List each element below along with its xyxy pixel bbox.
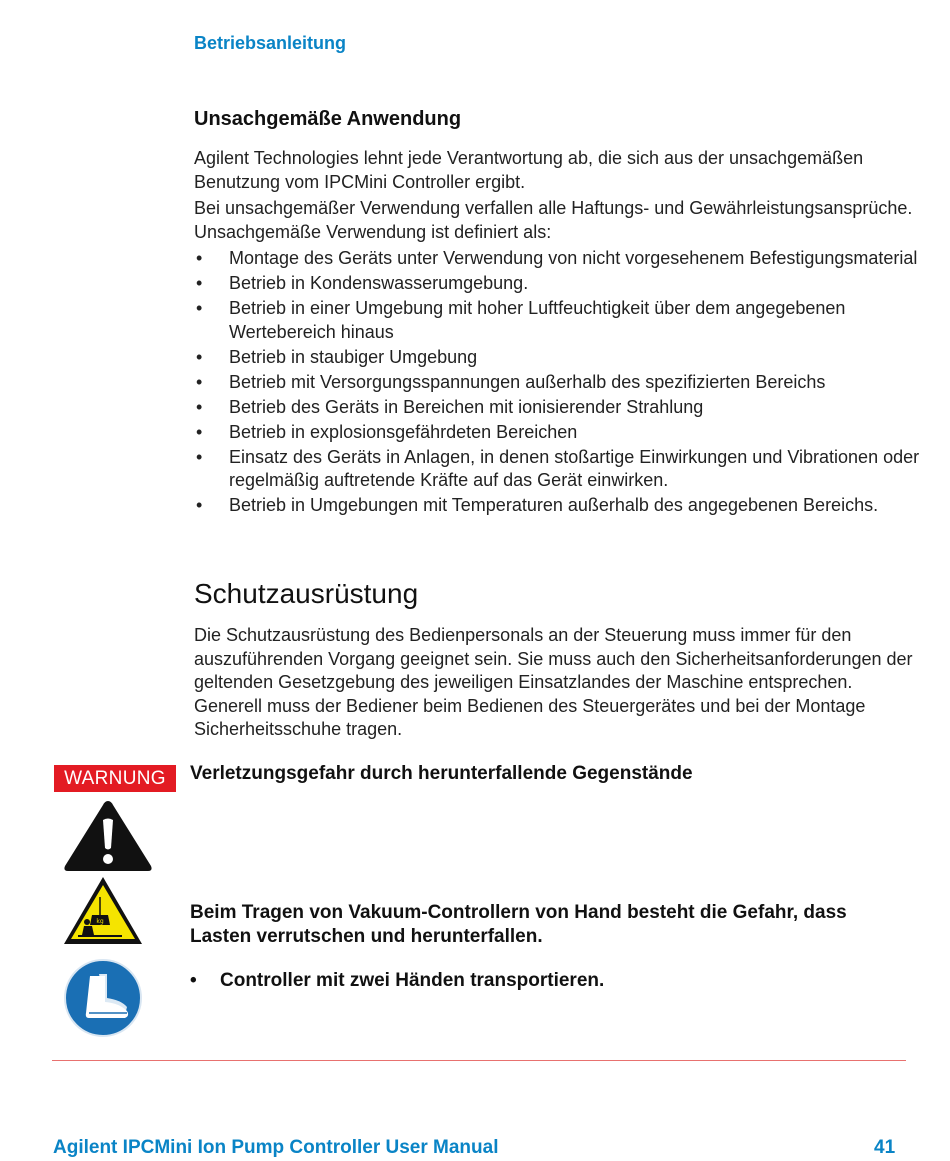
bullet-dot: •: [196, 346, 203, 367]
list-item: • Betrieb in explosionsgefährdeten Bereichen: [194, 421, 924, 445]
warning-heading: Verletzungsgefahr durch herunterfallende Gegenstände: [190, 763, 693, 784]
section-title-improper-use: Unsachgemäße Anwendung: [194, 108, 462, 130]
general-warning-icon: [62, 798, 154, 874]
bullet-dot: •: [196, 371, 203, 392]
paragraph-protective-equipment: Die Schutzausrüstung des Bedienpersonals an der Steuerung muss immer für den auszuführenden Vorgang geeignet sein. Sie muss auch den Sicherheitsanforderungen der geltenden Gesetzgebung des jeweiligen Einsatzlandes der Maschine entsprechen. Generell muss der Bediener beim Bedienen des Steuergerätes und bei der Montage Sicherheitsschuhe tragen.: [194, 625, 913, 739]
warning-instruction: • Controller mit zwei Händen transportieren.: [190, 970, 605, 991]
falling-load-warning-icon: [62, 875, 144, 946]
paragraph-liability: Agilent Technologies lehnt jede Verantwortung ab, die sich aus der unsachgemäßen Benutzung vom IPCMini Controller ergibt.: [194, 148, 864, 192]
section-title-protective-equipment: Schutzausrüstung: [194, 578, 419, 609]
bullet-dot: •: [196, 298, 203, 318]
improper-use-list: [194, 247, 924, 519]
list-item: • Montage des Geräts unter Verwendung von nicht vorgesehenem Befestigungsmaterial: [194, 247, 924, 271]
bullet-dot: •: [190, 970, 197, 991]
footer-divider: [52, 1060, 906, 1061]
list-item: • Betrieb des Geräts in Bereichen mit ionisierender Strahlung: [194, 396, 924, 420]
safety-boots-icon: [63, 958, 143, 1038]
paragraph-definition: Bei unsachgemäßer Verwendung verfallen alle Haftungs- und Gewährleistungsansprüche. Unsachgemäße Verwendung ist definiert als:: [194, 198, 913, 242]
list-item: • Betrieb in einer Umgebung mit hoher Luftfeuchtigkeit über dem angegebenen Wertebereich hinaus: [196, 298, 846, 342]
svg-text:kg: kg: [96, 918, 104, 925]
list-item: • Betrieb mit Versorgungsspannungen außerhalb des spezifizierten Bereichs: [194, 371, 924, 395]
bullet-dot: •: [196, 396, 203, 417]
page-number: 41: [874, 1137, 896, 1158]
header-section-link[interactable]: Betriebsanleitung: [194, 33, 347, 53]
warning-badge: WARNUNG: [54, 765, 176, 792]
footer-manual-title: Agilent IPCMini Ion Pump Controller User Manual: [53, 1137, 499, 1158]
bullet-dot: •: [196, 273, 203, 293]
bullet-dot: •: [196, 495, 203, 515]
list-item: • Einsatz des Geräts in Anlagen, in denen stoßartige Einwirkungen und Vibrationen oder regelmäßig auftretende Kräfte auf das Gerät einwirken.: [196, 446, 920, 490]
list-item: • Betrieb in Kondenswasserumgebung.: [194, 272, 924, 296]
list-item: • Betrieb in staubiger Umgebung: [194, 346, 924, 370]
bullet-dot: •: [196, 248, 203, 268]
list-item: • Betrieb in Umgebungen mit Temperaturen außerhalb des angegebenen Bereichs.: [194, 494, 924, 518]
warning-text: Beim Tragen von Vakuum-Controllern von Hand besteht die Gefahr, dass Lasten verrutschen und herunterfallen.: [190, 902, 847, 947]
bullet-dot: •: [196, 421, 203, 442]
bullet-dot: •: [196, 446, 203, 467]
